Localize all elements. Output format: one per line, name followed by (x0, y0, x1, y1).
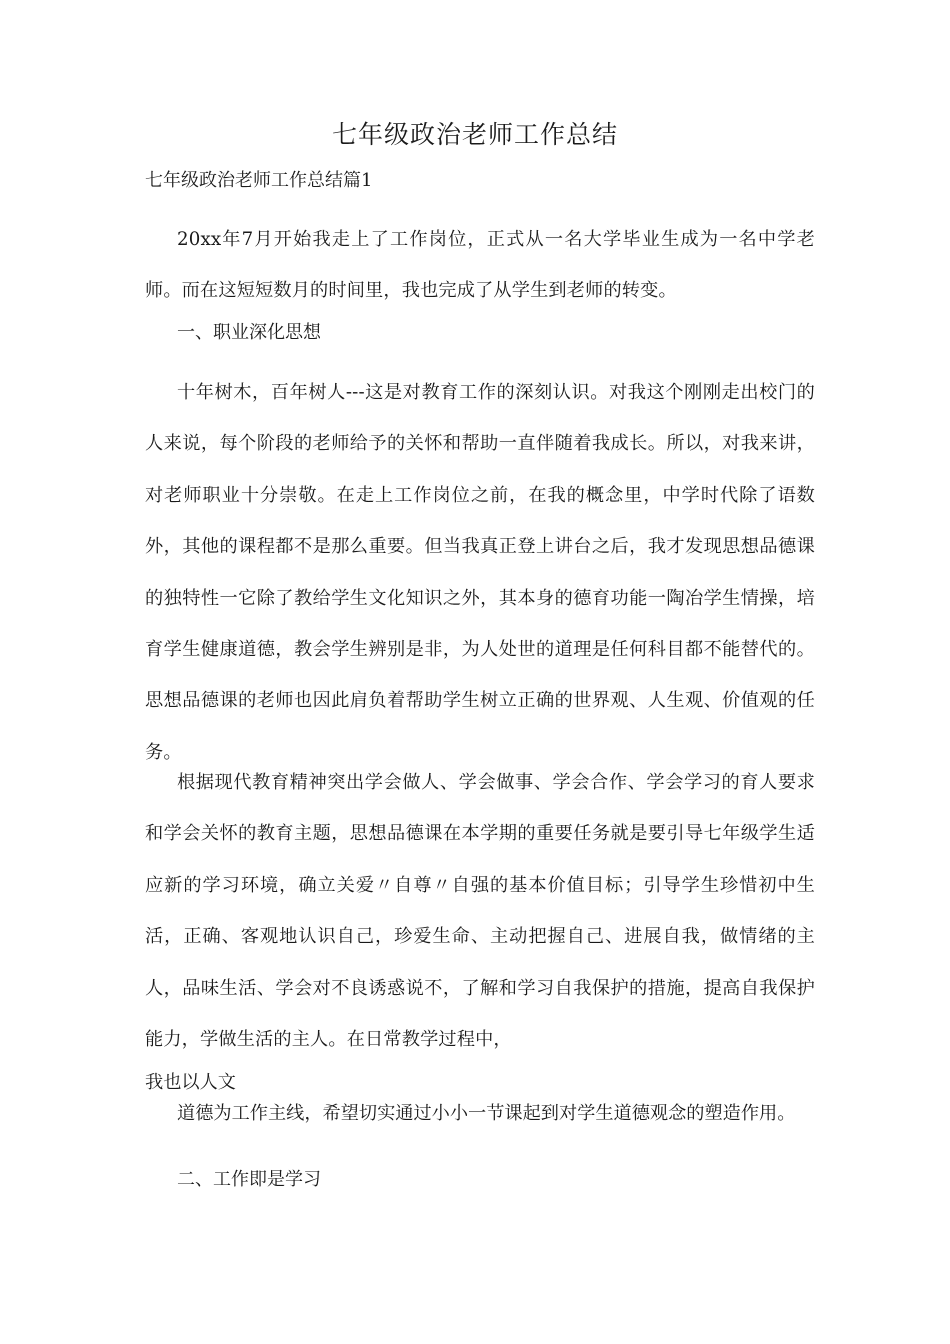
document-subtitle: 七年级政治老师工作总结篇1 (145, 170, 373, 191)
document-title: 七年级政治老师工作总结 (331, 120, 618, 149)
section-heading-1: 一、职业深化思想 (177, 322, 321, 343)
section-heading-2: 二、工作即是学习 (177, 1169, 321, 1190)
paragraph-section-1: 十年树木，百年树人---这是对教育工作的深刻认识。对我这个刚刚走出校门的人来说，每个阶段的老师给予的关怀和帮助一直伴随着我成长。所以，对我来讲，对老师职业十分崇敬。在走上工作岗位之前，在我的概念里，中学时代除了语数外，其他的课程都不是那么重要。但当我真正登上讲台之后，我才发现思想品德课的独特性一它除了教给学生文化知识之外，其本身的德育功能一陶冶学生情操，培育学生健康道德，教会学生辨别是非，为人处世的道理是任何科目都不能替代的。思想品德课的老师也因此肩负着帮助学生树立正确的世界观、人生观、价值观的任务。 (145, 382, 815, 763)
paragraph-fragment: 我也以人文 (145, 1072, 236, 1093)
paragraph-closing: 道德为工作主线，希望切实通过小小一节课起到对学生道德观念的塑造作用。 (177, 1103, 796, 1124)
paragraph-section-1-continued: 根据现代教育精神突出学会做人、学会做事、学会合作、学会学习的育人要求和学会关怀的教育主题，思想品德课在本学期的重要任务就是要引导七年级学生适应新的学习环境，确立关爱〃自尊〃自强的基本价值目标；引导学生珍惜初中生活，正确、客观地认识自己，珍爱生命、主动把握自己、进展自我，做情绪的主人，品味生活、学会对不良诱惑说不，了解和学习自我保护的措施，提高自我保护能力，学做生活的主人。在日常教学过程中， (145, 772, 815, 1051)
paragraph-intro: 20xx年7月开始我走上了工作岗位，正式从一名大学毕业生成为一名中学老师。而在这短短数月的时间里，我也完成了从学生到老师的转变。 (145, 229, 815, 302)
